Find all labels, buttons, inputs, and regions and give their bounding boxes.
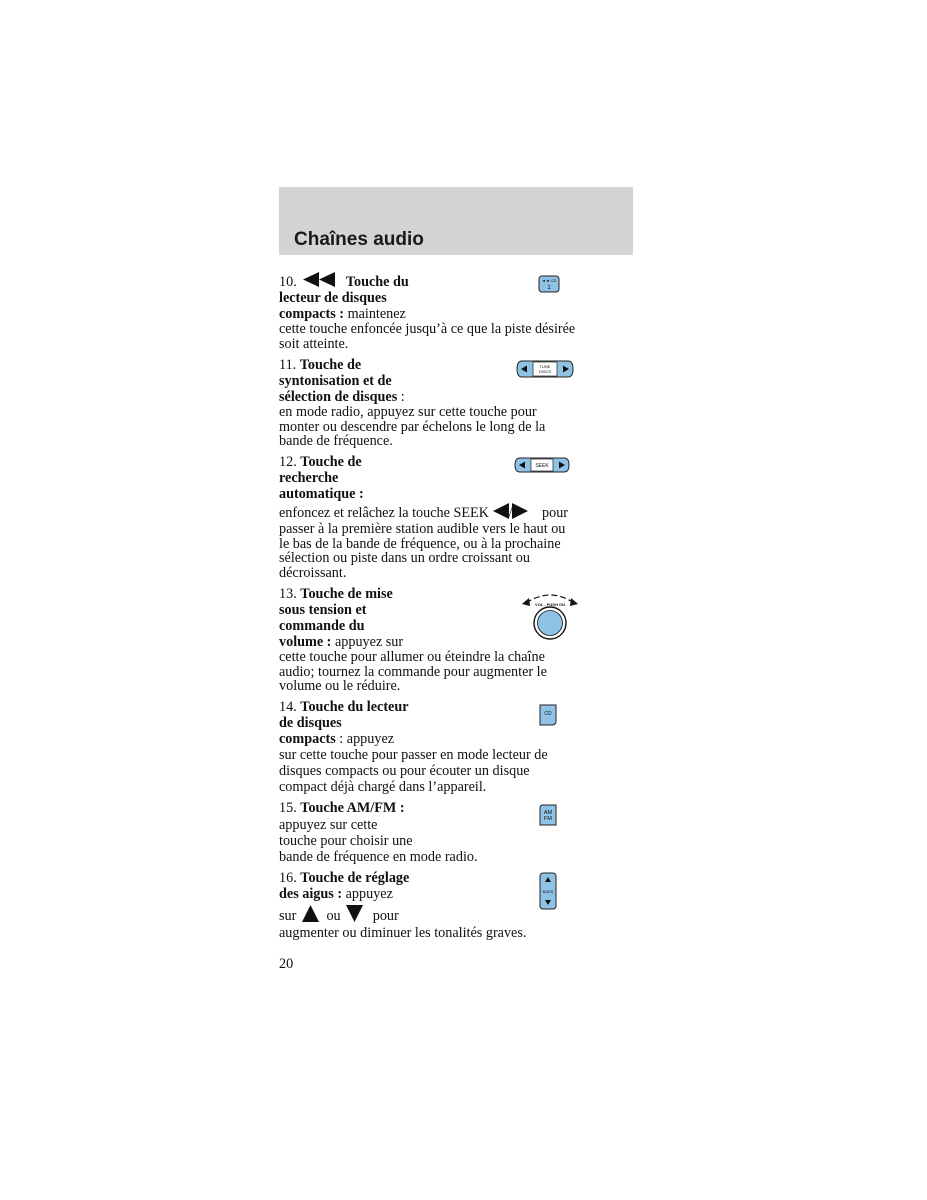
svg-text:AM: AM <box>543 810 553 816</box>
item-16-body-line1: augmenter ou diminuer les tonalités graves. <box>279 925 527 941</box>
item-10-heading: 10. Touche du <box>279 274 409 290</box>
item-10-heading-line2: lecteur de disques <box>279 290 387 306</box>
item-16-heading: 16. Touche de réglage <box>279 870 410 886</box>
rewind-cd-button-icon <box>538 275 560 293</box>
item-13-body-line2: audio; tournez la commande pour augmenter le <box>279 664 547 680</box>
am-fm-button-icon <box>538 804 558 826</box>
svg-text:◄◄ CD: ◄◄ CD <box>541 278 557 283</box>
item-12-heading: 12. Touche de <box>279 454 362 470</box>
seek-button-icon <box>514 457 570 473</box>
item-12-body-line3: sélection ou piste dans un ordre croissant ou <box>279 550 530 566</box>
item-13-body-line1: cette touche pour allumer ou éteindre la chaîne <box>279 649 545 665</box>
item-15-body-line1: appuyez sur cette <box>279 817 378 833</box>
rewind-icon <box>302 272 336 287</box>
svg-text:SEEK: SEEK <box>535 463 549 469</box>
item-11-heading: 11. Touche de <box>279 357 362 373</box>
triangle-down-icon <box>346 905 363 922</box>
item-16-arrows-line: sur ou pour <box>279 905 399 924</box>
item-13-heading-line4: volume : appuyez sur <box>279 634 404 650</box>
item-13-body-line3: volume ou le réduire. <box>279 678 401 694</box>
item-12-heading-line2: recherche <box>279 470 339 486</box>
item-11-body-line1: en mode radio, appuyez sur cette touche pour <box>279 404 537 420</box>
cd-button-icon <box>538 704 558 726</box>
item-14-body-line2: disques compacts ou pour écouter un disque <box>279 763 530 779</box>
seek-right-icon <box>512 503 528 519</box>
item-11-body-line2: monter ou descendre par échelons le long de la <box>279 419 546 435</box>
item-10-heading-line3: compacts : maintenez <box>279 306 406 322</box>
item-13-heading: 13. Touche de mise <box>279 586 393 602</box>
item-16-heading-line2: des aigus : appuyez <box>279 886 393 902</box>
item-15-heading: 15. Touche AM/FM : <box>279 800 405 816</box>
item-14-heading-line3: compacts : appuyez <box>279 731 395 747</box>
svg-text:DISCS: DISCS <box>538 369 552 374</box>
svg-text:1: 1 <box>547 285 551 291</box>
triangle-up-icon <box>302 905 319 922</box>
item-14-heading-line2: de disques <box>279 715 342 731</box>
item-13-heading-line2: sous tension et <box>279 602 367 618</box>
seek-left-icon <box>493 503 509 519</box>
svg-text:VOL - PUSH ON: VOL - PUSH ON <box>535 602 565 607</box>
item-14-heading: 14. Touche du lecteur <box>279 699 409 715</box>
item-12-body-line2: le bas de la bande de fréquence, ou à la prochaine <box>279 536 561 552</box>
page-number: 20 <box>279 956 294 972</box>
item-14-body-line1: sur cette touche pour passer en mode lecteur de <box>279 747 548 763</box>
svg-text:TUNE: TUNE <box>539 364 551 369</box>
svg-text:BASS: BASS <box>542 889 554 894</box>
item-12-heading-line3: automatique : <box>279 486 364 502</box>
item-11-heading-line2: syntonisation et de <box>279 373 392 389</box>
bass-button-icon <box>539 872 557 910</box>
item-11-body-line3: bande de fréquence. <box>279 433 393 449</box>
item-10-body-line1: cette touche enfoncée jusqu’à ce que la piste désirée <box>279 321 576 337</box>
volume-knob-icon <box>520 587 580 641</box>
item-12-body-line1: passer à la première station audible vers le haut ou <box>279 521 566 537</box>
section-header <box>279 187 633 255</box>
item-12-seek-line: enfoncez et relâchez la touche SEEK / pour <box>279 505 569 521</box>
svg-text:FM: FM <box>544 816 552 822</box>
tune-discs-button-icon <box>516 360 574 378</box>
item-15-body-line2: touche pour choisir une <box>279 833 413 849</box>
svg-text:CD: CD <box>544 711 552 717</box>
page-title: Chaînes audio <box>294 229 424 250</box>
item-10-body-line2: soit atteinte. <box>279 336 349 352</box>
item-11-heading-line3: sélection de disques : <box>279 389 405 405</box>
item-12-body-line4: décroissant. <box>279 565 347 581</box>
item-14-body-line3: compact déjà chargé dans l’appareil. <box>279 779 487 795</box>
item-13-heading-line3: commande du <box>279 618 365 634</box>
item-15-body-line3: bande de fréquence en mode radio. <box>279 849 478 865</box>
